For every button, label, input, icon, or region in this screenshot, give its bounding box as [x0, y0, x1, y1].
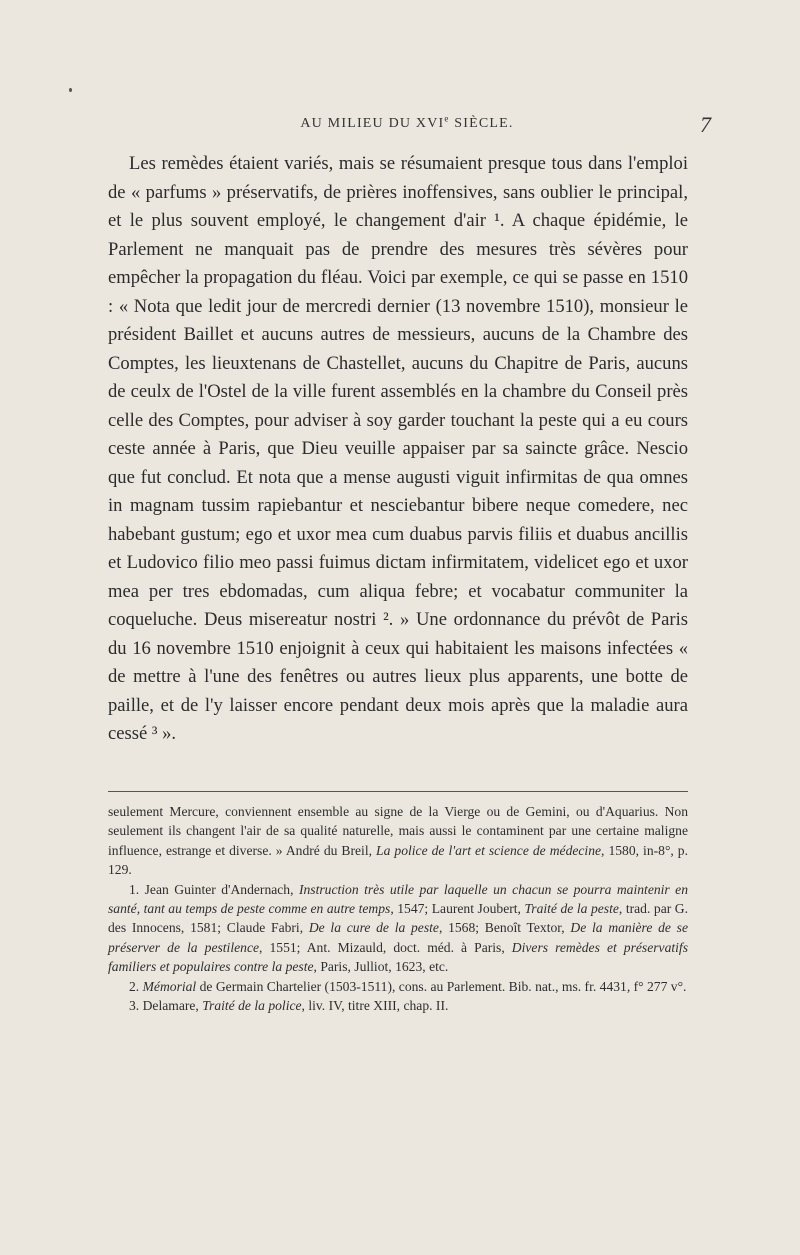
main-paragraph: Les remèdes étaient variés, mais se résumaient presque tous dans l'emploi de « parfums » préservatifs, de prières inoffensives, sans oublier le principal, et le plus souvent employé, le changement d'air ¹. A chaque épidémie, le Parlement ne manquait pas de prendre des mesures très sévères pour empêcher la propagation du fléau. Voici par exemple, ce qui se passe en 1510 : « Nota que ledit jour de mercredi dernier (13 novembre 1510), monsieur le président Baillet et aucuns autres de messieurs, aucuns de la Chambre des Comptes, les lieuxtenans de Chastellet, aucuns du Chapitre de Paris, aucuns de ceulx de l'Ostel de la ville furent assemblés en la chambre du Conseil près celle des Comptes, pour adviser à soy garder touchant la peste qui a eu cours ceste année à Paris, que Dieu veuille appaiser par sa saincte grâce. Nescio que fut conclud. Et nota que a mense augusti viguit infirmitas de qua omnes in magnam tussim rapiebantur et nesciebantur bibere neque comedere, nec habebant gustum; ego et uxor mea cum duabus parvis filiis et duabus ancillis et Ludovico filio meo passi fuimus dictam infirmitatem, videlicet ego et uxor mea per tres ebdomadas, cum aliqua febre; et vocabatur communiter la coqueluche. Deus misereatur nostri ². » Une ordonnance du prévôt de Paris du 16 novembre 1510 enjoignit à ceux qui habitaient les maisons infectées « de mettre à l'une des fenêtres ou autres lieux plus apparents, une botte de paille, et de l'y laisser encore pendant deux mois après que la maladie aura cessé ³ ».: [108, 153, 688, 744]
footnotes: [108, 802, 688, 1015]
footnote-continuation: seulement Mercure, conviennent ensemble au signe de la Vierge ou de Gemini, ou d'Aquarius. Non seulement ils changent l'air de sa qualité naturelle, mais aussi le contaminent par une certaine maligne influence, estrange et diverse. » André du Breil, La police de l'art et science de médecine, 1580, in-8°, p. 129.: [108, 804, 689, 878]
footnote-2: 2. Mémorial de Germain Chartelier (1503-1511), cons. au Parlement. Bib. nat., ms. fr. 4431, f° 277 v°.: [129, 978, 687, 994]
footnote-rule: [108, 791, 688, 792]
running-head-text: AU MILIEU DU XVI: [300, 116, 445, 131]
main-text: [108, 150, 688, 749]
running-head: [200, 113, 614, 132]
running-head-superscript: e: [444, 113, 450, 124]
running-head-suffix: SIÈCLE.: [449, 116, 514, 131]
page-number: 7: [700, 112, 711, 137]
footnote-1: 1. Jean Guinter d'Andernach, Instruction très utile par laquelle un chacun se pourra maintenir en santé, tant au temps de peste comme en autre temps, 1547; Laurent Joubert, Traité de la peste, trad. par G. des Innocens, 1581; Claude Fabri, De la cure de la peste, 1568; Benoît Textor, De la manière de se préserver de la pestilence, 1551; Ant. Mizauld, doct. méd. à Paris, Divers remèdes et préservatifs familiers et populaires contre la peste, Paris, Julliot, 1623, etc.: [108, 881, 689, 975]
margin-speck: [69, 88, 72, 92]
footnote-3: 3. Delamare, Traité de la police, liv. IV, titre XIII, chap. II.: [129, 998, 449, 1014]
